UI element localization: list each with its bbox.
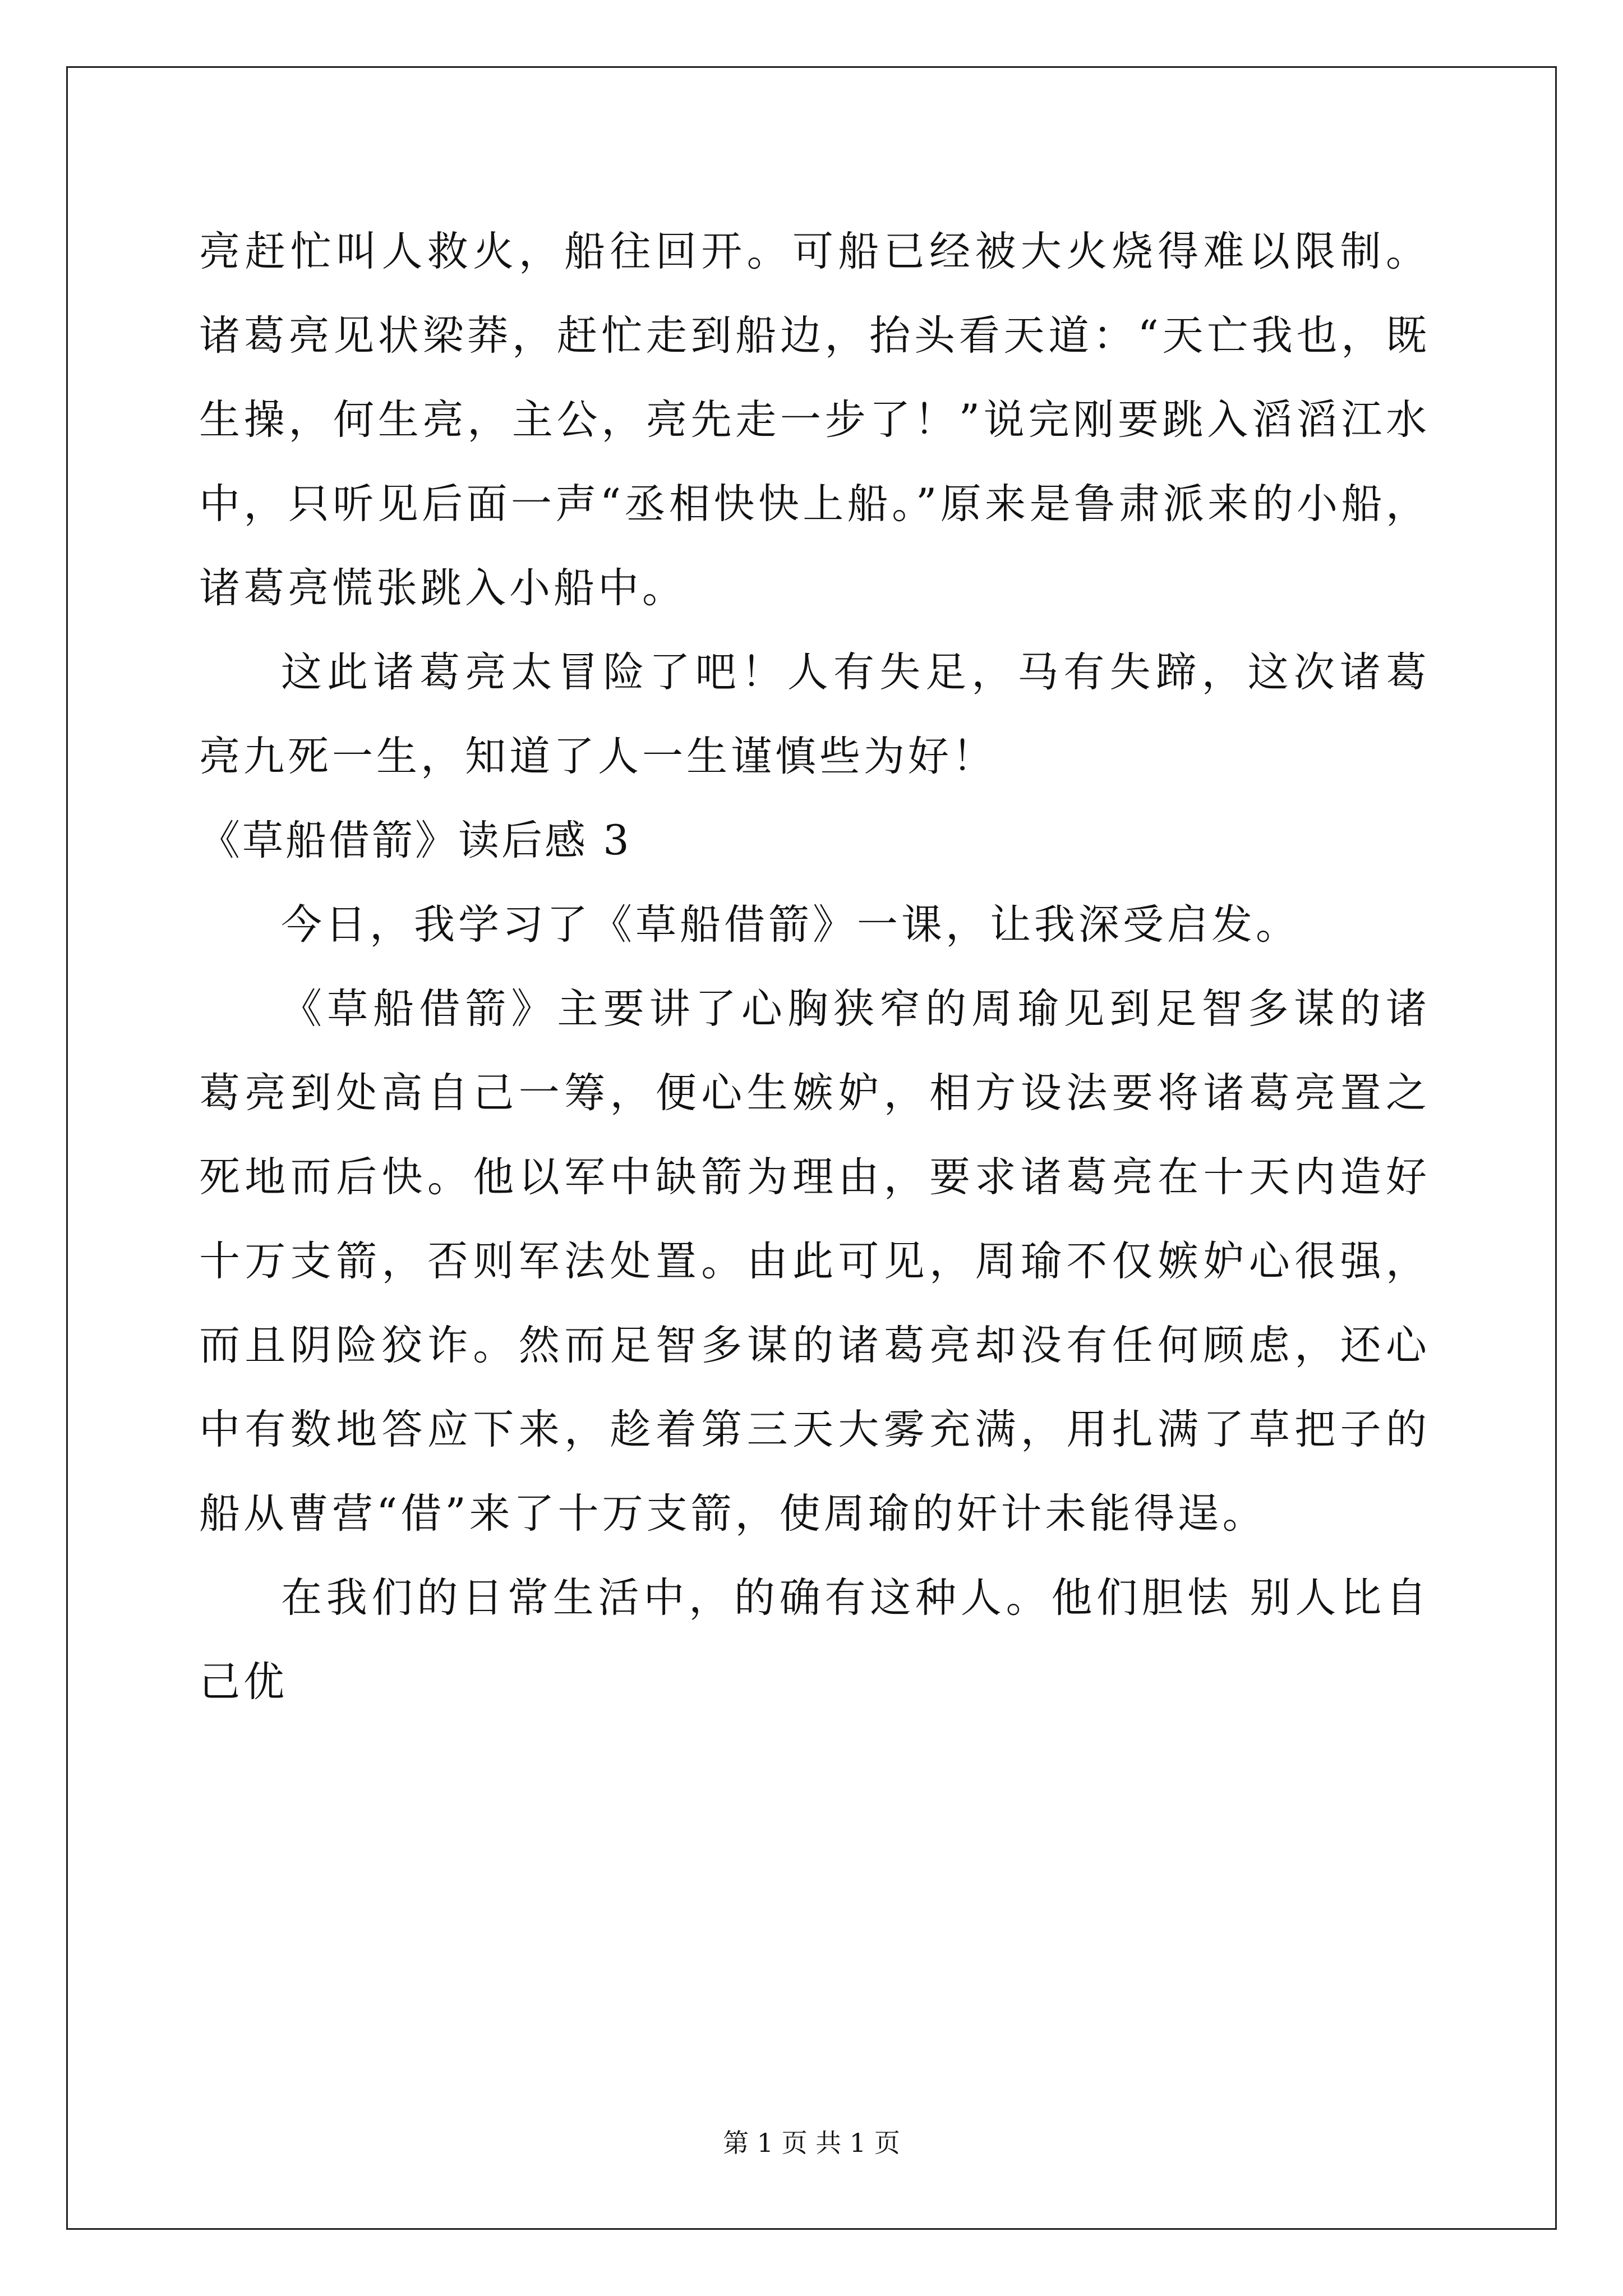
paragraph-1: 亮赶忙叫人救火，船往回开。可船已经被大火烧得难以限制。诸葛亮见状梁莽，赶忙走到船边，抬头看天道：“天亡我也，既生操，何生亮，主公，亮先走一步了！”说完刚要跳入滔滔江水中，只听见后面一声“丞相快快上船。”原来是鲁肃派来的小船，诸葛亮慌张跳入小船中。: [199, 228, 1430, 612]
section-paragraph-2: 《草船借箭》主要讲了心胸狭窄的周瑜见到足智多谋的诸葛亮到处高自己一筹，便心生嫉妒，相方设法要将诸葛亮置之死地而后快。他以军中缺箭为理由，要求诸葛亮在十天内造好十万支箭，否则军法处置。由此可见，周瑜不仅嫉妒心很强，而且阴险狡诈。然而足智多谋的诸葛亮却没有任何顾虑，还心中有数地答应下来，趁着第三天大雾充满，用扎满了草把子的船从曹营“借”来了十万支箭，使周瑜的奸计未能得逞。: [199, 985, 1430, 1538]
section-paragraph-3: 在我们的日常生活中，的确有这种人。他们胆怯 别人比自己优: [199, 1574, 1430, 1706]
section-title: 《草船借箭》读后感 3: [199, 817, 631, 864]
page-footer: 第 1 页 共 1 页: [723, 2128, 900, 2158]
paragraph-2: 这此诸葛亮太冒险了吧！人有失足，马有失蹄，这次诸葛亮九死一生，知道了人一生谨慎些为好！: [199, 648, 1430, 780]
document-body: [199, 210, 1430, 1724]
section-paragraph-1: 今日，我学习了《草船借箭》一课，让我深受启发。: [281, 901, 1300, 949]
